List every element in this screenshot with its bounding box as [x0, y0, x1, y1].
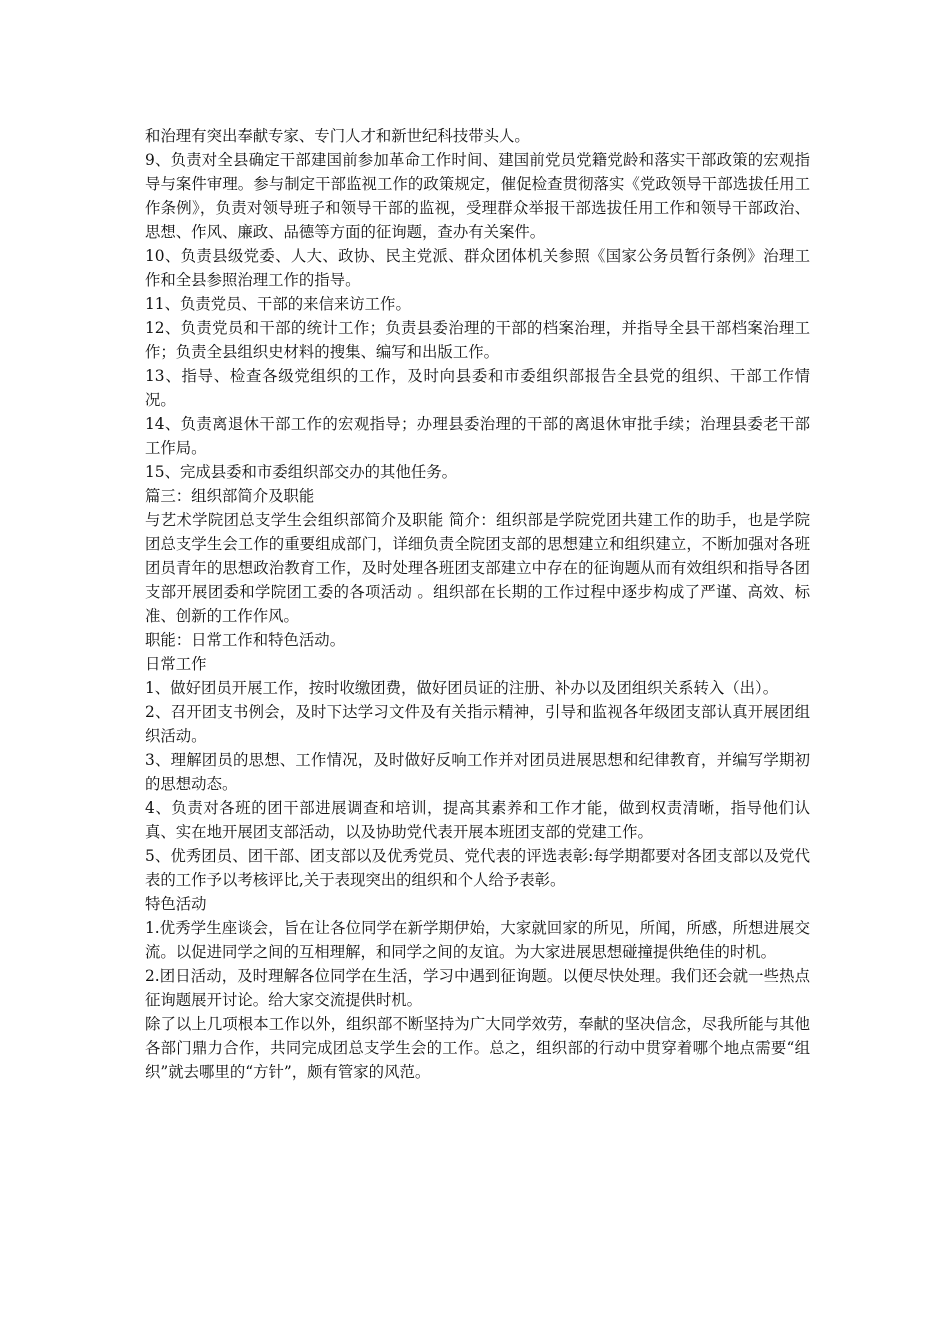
paragraph: 10、负责县级党委、人大、政协、民主党派、群众团体机关参照《国家公务员暂行条例》治理工作和全县参照治理工作的指导。: [145, 247, 810, 289]
paragraph: 14、负责离退休干部工作的宏观指导；办理县委治理的干部的离退休审批手续；治理县委老干部工作局。: [145, 415, 810, 457]
document-body: [145, 124, 810, 1084]
paragraph: 15、完成县委和市委组织部交办的其他任务。: [145, 463, 458, 481]
paragraph: 13、指导、检查各级党组织的工作，及时向县委和市委组织部报告全县党的组织、干部工作情况。: [145, 367, 810, 409]
subheading: 日常工作: [145, 655, 207, 673]
paragraph: 4、负责对各班的团干部进展调查和培训，提高其素养和工作才能，做到权责清晰，指导他们认真、实在地开展团支部活动，以及协助党代表开展本班团支部的党建工作。: [145, 799, 810, 841]
paragraph: 9、负责对全县确定干部建国前参加革命工作时间、建国前党员党籍党龄和落实干部政策的宏观指导与案件审理。参与制定干部监视工作的政策规定，催促检查贯彻落实《党政领导干部选拔任用工作条例》，负责对领导班子和领导干部的监视，受理群众举报干部选拔任用工作和领导干部政治、思想、作风、廉政、品德等方面的征询题，查办有关案件。: [145, 151, 810, 241]
paragraph: 与艺术学院团总支学生会组织部简介及职能 简介：组织部是学院党团共建工作的助手，也是学院团总支学生会工作的重要组成部门，详细负责全院团支部的思想建立和组织建立，不断加强对各班团员青年的思想政治教育工作，及时处理各班团支部建立中存在的征询题从而有效组织和指导各团支部开展团委和学院团工委的各项活动 。组织部在长期的工作过程中逐步构成了严谨、高效、标准、创新的工作作风。: [145, 511, 810, 625]
paragraph: 2、召开团支书例会，及时下达学习文件及有关指示精神，引导和监视各年级团支部认真开展团组织活动。: [145, 703, 810, 745]
paragraph: 11、负责党员、干部的来信来访工作。: [145, 295, 411, 313]
paragraph: 5、优秀团员、团干部、团支部以及优秀党员、党代表的评选表彰:每学期都要对各团支部以及党代表的工作予以考核评比,关于表现突出的组织和个人给予表彰。: [145, 847, 810, 889]
paragraph: 和治理有突出奉献专家、专门人才和新世纪科技带头人。: [145, 127, 530, 145]
paragraph: 1.优秀学生座谈会，旨在让各位同学在新学期伊始，大家就回家的所见，所闻，所感，所想进展交流。以促进同学之间的互相理解，和同学之间的友谊。为大家进展思想碰撞提供绝佳的时机。: [145, 919, 810, 961]
paragraph: 除了以上几项根本工作以外，组织部不断坚持为广大同学效劳，奉献的坚决信念，尽我所能与其他各部门鼎力合作，共同完成团总支学生会的工作。总之，组织部的行动中贯穿着哪个地点需要“组织”就去哪里的“方针”，颇有管家的风范。: [145, 1015, 810, 1081]
paragraph: 12、负责党员和干部的统计工作；负责县委治理的干部的档案治理，并指导全县干部档案治理工作；负责全县组织史材料的搜集、编写和出版工作。: [145, 319, 810, 361]
section-heading: 篇三：组织部简介及职能: [145, 487, 315, 505]
paragraph: 职能：日常工作和特色活动。: [145, 631, 346, 649]
paragraph: 3、理解团员的思想、工作情况，及时做好反响工作并对团员进展思想和纪律教育，并编写学期初的思想动态。: [145, 751, 810, 793]
subheading: 特色活动: [145, 895, 207, 913]
paragraph: 1、做好团员开展工作，按时收缴团费，做好团员证的注册、补办以及团组织关系转入（出）。: [145, 679, 779, 697]
paragraph: 2.团日活动，及时理解各位同学在生活，学习中遇到征询题。以便尽快处理。我们还会就一些热点征询题展开讨论。给大家交流提供时机。: [145, 967, 810, 1009]
